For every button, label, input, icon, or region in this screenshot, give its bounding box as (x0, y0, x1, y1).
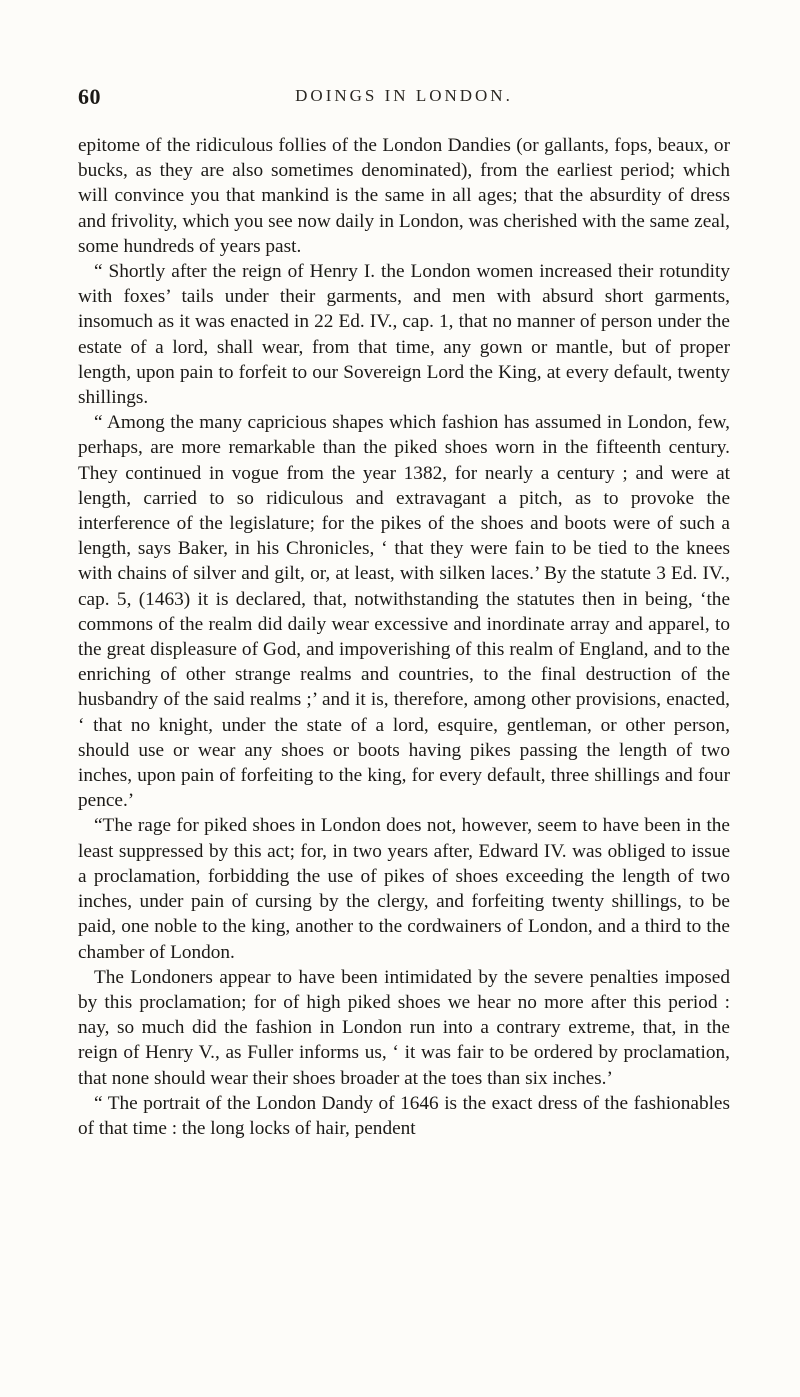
body-text (78, 133, 730, 1141)
paragraph: epitome of the ridiculous follies of the London Dandies (or gallants, fops, beaux, or bucks, as they are also sometimes denominated), from the earliest period; which will convince you that mankind is the same in all ages; that the absurdity of dress and frivolity, which you see now daily in London, was cherished with the same zeal, some hundreds of years past. (78, 135, 730, 257)
page-header (78, 84, 730, 114)
paragraph: “ The portrait of the London Dandy of 1646 is the exact dress of the fashionables of that time : the long locks of hair, pendent (78, 1092, 730, 1139)
paragraph: “ Among the many capricious shapes which fashion has assumed in London, few, perhaps, are more remarkable than the piked shoes worn in the fifteenth century. They continued in vogue from the year 1382, for nearly a century ; and were at length, carried to so ridiculous and extravagant a pitch, as to provoke the interference of the legislature; for the pikes of the shoes and boots were of such a length, says Baker, in his Chronicles, ‘ that they were fain to be tied to the knees with chains of silver and gilt, or, at least, with silken laces.’ By the statute 3 Ed. IV., cap. 5, (1463) it is declared, that, notwithstanding the statutes then in being, ‘the commons of the realm did daily wear excessive and inordinate array and apparel, to the great displeasure of God, and impoverishing of this realm of England, and to the enriching of other strange realms and countries, to the final destruction of the husbandry of the said realms ;’ and it is, therefore, among other provisions, enacted, ‘ that no knight, under the state of a lord, esquire, gentleman, or other person, should use or wear any shoes or boots having pikes passing the length of two inches, upon pain of forfeiting to the king, for every default, three shillings and four pence.’ (78, 412, 730, 812)
paragraph: “ Shortly after the reign of Henry I. the London women increased their rotundity with foxes’ tails under their garments, and men with absurd short garments, insomuch as it was enacted in 22 Ed. IV., cap. 1, that no manner of person under the estate of a lord, shall wear, from that time, any gown or mantle, but of proper length, upon pain to forfeit to our Sovereign Lord the King, at every default, twenty shillings. (78, 261, 730, 409)
running-title: DOINGS IN LONDON. (295, 86, 513, 105)
page-number: 60 (78, 84, 101, 109)
paragraph: The Londoners appear to have been intimidated by the severe penalties imposed by this proclamation; for of high piked shoes we hear no more after this period : nay, so much did the fashion in London run into a contrary extreme, that, in the reign of Henry V., as Fuller informs us, ‘ it was fair to be ordered by proclamation, that none should wear their shoes broader at the toes than six inches.’ (78, 966, 730, 1089)
paragraph: “The rage for piked shoes in London does not, however, seem to have been in the least suppressed by this act; for, in two years after, Edward IV. was obliged to issue a proclamation, forbidding the use of pikes of shoes exceeding the length of two inches, under pain of cursing by the clergy, and forfeiting twenty shillings, to be paid, one noble to the king, another to the cordwainers of London, and a third to the chamber of London. (78, 815, 730, 963)
